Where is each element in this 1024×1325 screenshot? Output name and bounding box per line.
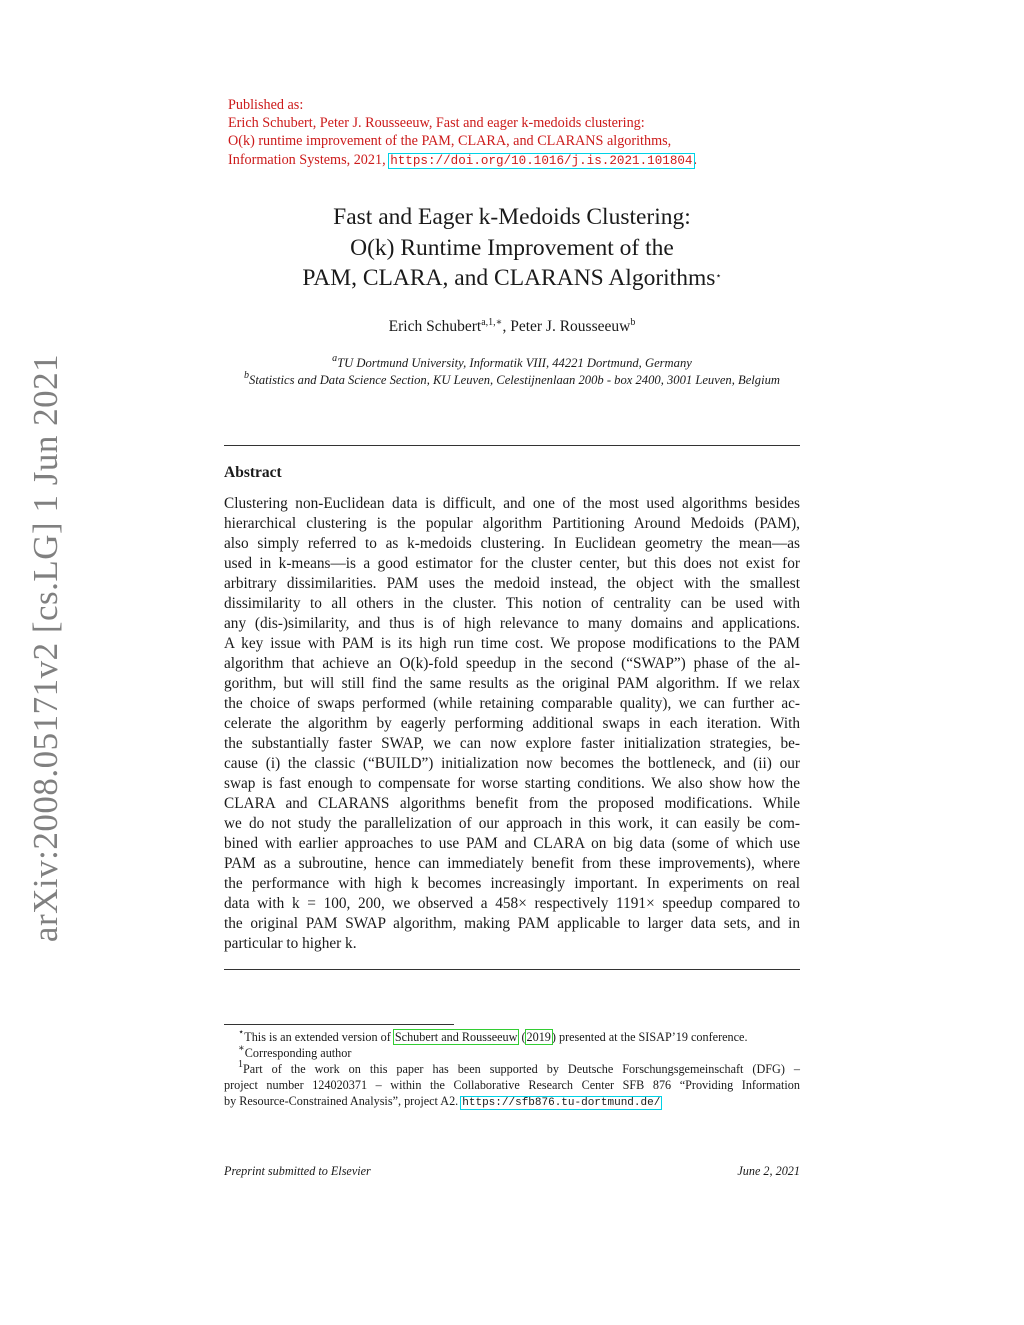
citation-line-1: Erich Schubert, Peter J. Rousseeuw, Fast and eager k-medoids clustering: — [228, 115, 645, 132]
abstract-body — [224, 494, 800, 954]
abstract-line: CLARA and CLARANS algorithms benefit from the proposed modifications. While — [224, 795, 800, 812]
citation-link-year[interactable]: 2019 — [526, 1030, 551, 1044]
title-star-mark: ⋆ — [715, 271, 722, 282]
abstract-line: bined with earlier approaches to use PAM and CLARA on big data (some of which use — [224, 835, 800, 852]
footnote-1-mark: 1 — [238, 1059, 243, 1070]
published-notice — [228, 96, 768, 170]
affiliation-b-mark: b — [244, 369, 250, 381]
abstract-line: A key issue with PAM is its high run time cost. We propose modifications to the PAM — [224, 635, 800, 652]
citation-link-schubert-rousseeuw[interactable]: Schubert and Rousseeuw — [394, 1030, 518, 1044]
affiliations — [224, 355, 800, 388]
footer-date: June 2, 2021 — [737, 1164, 800, 1178]
abstract-line: PAM as a subroutine, hence can immediately benefit from these improvements), where — [224, 855, 800, 872]
abstract-line: swap is fast enough to compensate for worse starting conditions. We also show how the — [224, 775, 800, 792]
footnote-star: ⋆This is an extended version of Schubert and Rousseeuw (2019) presented at the SISAP’19 conference. — [238, 1027, 748, 1044]
footnote-1-text-1: Part of the work on this paper has been supported by Deutsche Forschungsgemeinschaft (DFG) – — [243, 1062, 800, 1076]
abstract-line: any (dis-)similarity, and thus is of high relevance to many domains and applications. — [224, 615, 800, 632]
doi-link[interactable]: https://doi.org/10.1016/j.is.2021.101804 — [390, 153, 693, 168]
author-schubert-marks: a,1,∗ — [481, 317, 503, 328]
abstract-line: gorithm, but will still find the same results as the original PAM algorithm. If we relax — [224, 675, 800, 692]
abstract-line: algorithm that achieve an O(k)-fold speedup in the second (“SWAP”) phase of the al- — [224, 655, 800, 672]
footer-preprint-note: Preprint submitted to Elsevier — [224, 1164, 371, 1178]
affiliation-a-mark: a — [332, 353, 338, 364]
footnote-1-text-3: by Resource-Constrained Analysis”, project A2. — [224, 1094, 459, 1108]
abstract-line: dissimilarity to all others in the cluster. This notion of centrality can be used with — [224, 595, 800, 612]
abstract-line: also simply referred to as k-medoids clustering. In Euclidean geometry the mean—as — [224, 535, 800, 552]
author-rousseeuw-marks: b — [630, 317, 636, 328]
author-list — [224, 318, 800, 336]
author-rousseeuw: Peter J. Rousseeuw — [510, 318, 631, 335]
footnote-1-line-2: project number 124020371 – within the Collaborative Research Center SFB 876 “Providing Information — [224, 1078, 800, 1092]
title-line-3-text: PAM, CLARA, and CLARANS Algorithms — [302, 265, 716, 291]
title-line-2: O(k) Runtime Improvement of the — [350, 234, 674, 261]
footnote-rule — [224, 1024, 454, 1025]
author-separator: , — [502, 318, 511, 335]
arxiv-stamp: arXiv:2008.05171v2 [cs.LG] 1 Jun 2021 — [26, 353, 65, 943]
abstract-line: used in k-means—is a good estimator for the cluster center, but this does not exist for — [224, 555, 800, 572]
citation-line-3 — [228, 151, 768, 170]
affiliation-a — [224, 355, 800, 372]
published-label: Published as: — [228, 97, 304, 113]
title-line-3 — [224, 263, 800, 294]
abstract-line: cause (i) the classic (“BUILD”) initialization now becomes the bottleneck, and (ii) our — [224, 755, 800, 772]
footnote-corresponding-mark: ∗ — [238, 1043, 245, 1054]
title-line-1: Fast and Eager k-Medoids Clustering: — [333, 204, 691, 230]
abstract-line: the original PAM SWAP algorithm, making PAM applicable to larger data sets, and in — [224, 915, 800, 932]
citation-line-2: O(k) runtime improvement of the PAM, CLARA, and CLARANS algorithms, — [228, 133, 672, 150]
footnote-corresponding-text: Corresponding author — [244, 1046, 352, 1060]
footnote-corresponding — [224, 1045, 800, 1061]
abstract-line: the substantially faster SWAP, we can now explore faster initialization strategies, be- — [224, 735, 800, 752]
abstract-line: particular to higher k. — [224, 935, 357, 952]
abstract-line: arbitrary dissimilarities. PAM uses the medoid instead, the object with the smallest — [224, 575, 800, 592]
abstract-line: the performance with high k becomes increasingly important. In experiments on real — [224, 875, 800, 892]
affiliation-a-text: TU Dortmund University, Informatik VIII, 44221 Dortmund, Germany — [337, 356, 692, 370]
abstract-line: the choice of swaps performed (while retaining comparable quality), we can further ac- — [224, 695, 800, 712]
abstract-top-rule — [224, 445, 800, 446]
footnote-star-mark: ⋆ — [238, 1027, 245, 1038]
affiliation-b — [224, 369, 800, 389]
abstract-line: Clustering non-Euclidean data is difficult, and one of the most used algorithms besides — [224, 495, 800, 512]
sfb876-link[interactable]: https://sfb876.tu-dortmund.de/ — [462, 1097, 661, 1109]
footnote-1-line-3 — [224, 1093, 800, 1111]
footnote-star-prefix: This is an extended version of — [244, 1030, 391, 1044]
citation-line-3-prefix: Information Systems, 2021, — [228, 151, 386, 168]
footnote-star-suffix: presented at the SISAP’19 conference. — [559, 1030, 748, 1044]
footnotes — [224, 1029, 800, 1111]
abstract-line: data with k = 100, 200, we observed a 458× respectively 1191× speedup compared to — [224, 895, 800, 912]
abstract-bottom-rule — [224, 969, 800, 970]
abstract-line: celerate the algorithm by eagerly performing additional swaps in each iteration. With — [224, 715, 800, 732]
abstract-line: hierarchical clustering is the popular algorithm Partitioning Around Medoids (PAM), — [224, 515, 800, 532]
author-schubert: Erich Schubert — [388, 318, 482, 335]
affiliation-b-text: Statistics and Data Science Section, KU Leuven, Celestijnenlaan 200b - box 2400, 3001 Leuven, Belgium — [249, 372, 780, 387]
footnote-1-line-1 — [224, 1061, 800, 1077]
abstract-heading: Abstract — [224, 464, 282, 481]
abstract-line: we do not study the parallelization of our approach in this work, it can easily be com- — [224, 815, 800, 832]
citation-line-3-suffix: . — [693, 151, 698, 168]
paper-title — [224, 202, 800, 294]
